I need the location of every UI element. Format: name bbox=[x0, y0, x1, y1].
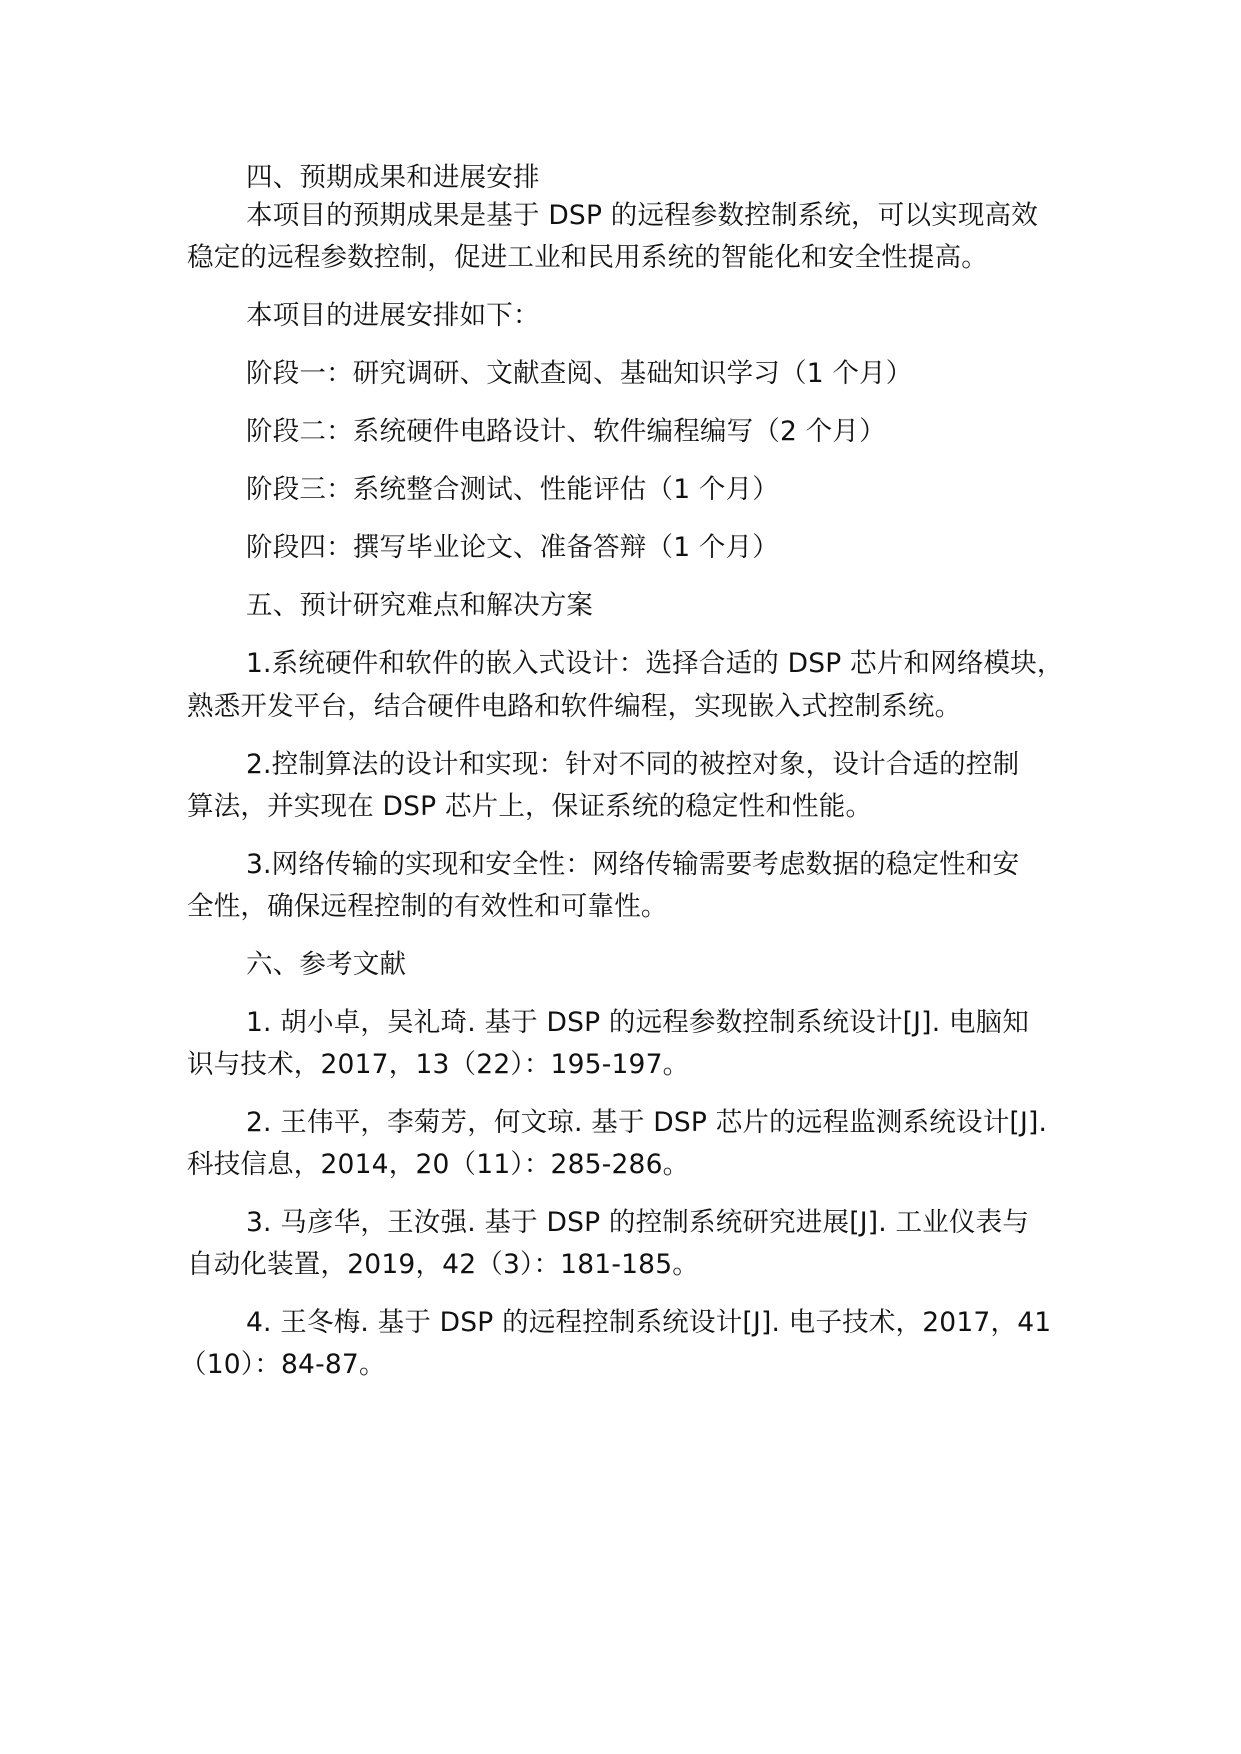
section-heading-references: 六、参考文献 bbox=[246, 949, 407, 980]
difficulty-1-line-1: 1.系统硬件和软件的嵌入式设计：选择合适的 DSP 芯片和网络模块， bbox=[246, 648, 1064, 679]
difficulty-1-line-2: 熟悉开发平台，结合硬件电路和软件编程，实现嵌入式控制系统。 bbox=[187, 691, 962, 722]
schedule-stage-2: 阶段二：系统硬件电路设计、软件编程编写（2 个月） bbox=[246, 416, 886, 447]
section-heading-difficulties: 五、预计研究难点和解决方案 bbox=[246, 590, 594, 621]
reference-4-line-2: （10）：84-87。 bbox=[180, 1349, 386, 1380]
expected-results-paragraph-line-1: 本项目的预期成果是基于 DSP 的远程参数控制系统，可以实现高效 bbox=[246, 200, 1038, 231]
difficulty-2-line-1: 2.控制算法的设计和实现：针对不同的被控对象，设计合适的控制 bbox=[246, 749, 1020, 780]
schedule-intro: 本项目的进展安排如下： bbox=[246, 300, 540, 331]
difficulty-2-line-2: 算法，并实现在 DSP 芯片上，保证系统的稳定性和性能。 bbox=[187, 791, 873, 822]
expected-results-paragraph-line-2: 稳定的远程参数控制，促进工业和民用系统的智能化和安全性提高。 bbox=[187, 242, 988, 273]
reference-3-line-2: 自动化装置，2019，42（3）：181-185。 bbox=[187, 1249, 699, 1280]
reference-2-line-1: 2. 王伟平，李菊芳，何文琼. 基于 DSP 芯片的远程监测系统设计[J]. bbox=[246, 1107, 1048, 1138]
reference-1-line-1: 1. 胡小卓，吴礼琦. 基于 DSP 的远程参数控制系统设计[J]. 电脑知 bbox=[246, 1007, 1030, 1038]
reference-1-line-2: 识与技术，2017，13（22）：195-197。 bbox=[187, 1049, 690, 1080]
schedule-stage-1: 阶段一：研究调研、文献查阅、基础知识学习（1 个月） bbox=[246, 358, 913, 389]
section-heading-expected-results: 四、预期成果和进展安排 bbox=[246, 162, 540, 193]
difficulty-3-line-2: 全性，确保远程控制的有效性和可靠性。 bbox=[187, 891, 668, 922]
schedule-stage-3: 阶段三：系统整合测试、性能评估（1 个月） bbox=[246, 474, 779, 505]
schedule-stage-4: 阶段四：撰写毕业论文、准备答辩（1 个月） bbox=[246, 532, 779, 563]
reference-4-line-1: 4. 王冬梅. 基于 DSP 的远程控制系统设计[J]. 电子技术，2017，41 bbox=[246, 1307, 1052, 1338]
difficulty-3-line-1: 3.网络传输的实现和安全性：网络传输需要考虑数据的稳定性和安 bbox=[246, 849, 1020, 880]
reference-3-line-1: 3. 马彦华，王汝强. 基于 DSP 的控制系统研究进展[J]. 工业仪表与 bbox=[246, 1207, 1030, 1238]
reference-2-line-2: 科技信息，2014，20（11）：285-286。 bbox=[187, 1149, 690, 1180]
